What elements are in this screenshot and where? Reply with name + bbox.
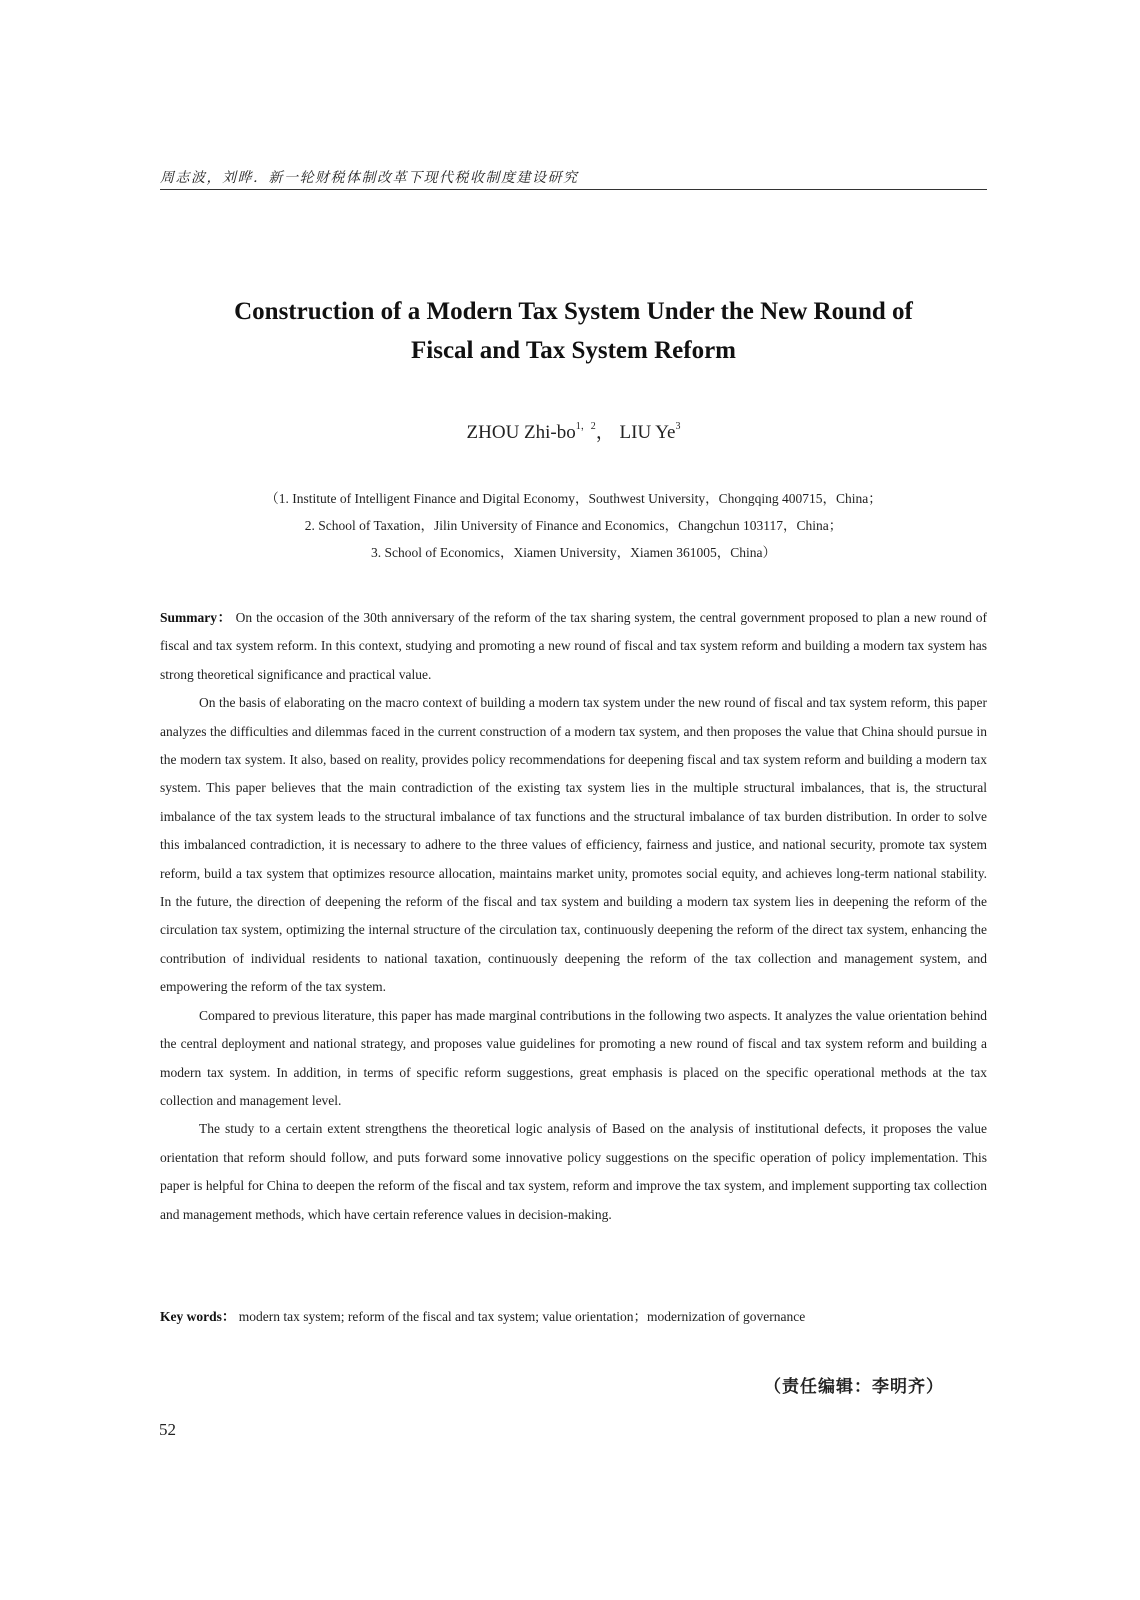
author-separator: ， bbox=[595, 422, 615, 443]
editor-note: （责任编辑：李明齐） bbox=[764, 1377, 944, 1397]
affiliation-line: 2. School of Taxation，Jilin University of Finance and Economics，Changchun 103117，China； bbox=[304, 518, 843, 533]
abstract-paragraph: The study to a certain extent strengthens the theoretical logic analysis of Based on the analysis of institutional defects, it proposes the value orientation that reform should follow, and puts forward some innovative policy suggestions on the specific operation of policy implementation. This paper is helpful for China to deepen the reform of the fiscal and tax system, reform and improve the tax system, and implement supporting tax collection and management methods, which have certain reference values in decision-making. bbox=[160, 1121, 987, 1222]
abstract-paragraph: On the basis of elaborating on the macro context of building a modern tax system under the new round of fiscal and tax system reform, this paper analyzes the difficulties and dilemmas faced in the current construction of a modern tax system, and then proposes the value that China should pursue in the modern tax system. It also, based on reality, provides policy recommendations for deepening fiscal and tax system reform and building a modern tax system. This paper believes that the main contradiction of the existing tax system lies in the multiple structural imbalances, that is, the structural imbalance of the tax system leads to the structural imbalance of tax functions and the structural imbalance of tax burden distribution. In order to solve this imbalanced contradiction, it is necessary to adhere to the three values of efficiency, fairness and justice, and national security, promote tax system reform, build a tax system that optimizes resource allocation, maintains market unity, promotes social equity, and achieves long-term national stability. In the future, the direction of deepening the reform of the fiscal and tax system and building a modern tax system lies in deepening the reform of the circulation tax system, optimizing the internal structure of the circulation tax, continuously deepening the reform of the direct tax system, enhancing the contribution of individual residents to national taxation, continuously deepening the reform of the tax collection and management system, and empowering the reform of the tax system. bbox=[160, 695, 987, 995]
author-name-2: LIU Ye bbox=[619, 422, 676, 443]
abstract-text: On the occasion of the 30th anniversary of the reform of the tax sharing system, the central government proposed to plan a new round of fiscal and tax system reform. In this context, studying and promoting a new round of fiscal and tax system reform and building a modern tax system has strong theoretical significance and practical value. bbox=[160, 610, 988, 682]
summary-label: Summary： bbox=[160, 610, 232, 625]
article-title bbox=[160, 292, 987, 370]
author-affiliation-mark-2: 3 bbox=[675, 421, 681, 432]
running-header: 周志波，刘晔．新一轮财税体制改革下现代税收制度建设研究 bbox=[160, 170, 579, 186]
page-number: 52 bbox=[159, 1420, 176, 1439]
keywords-text: modern tax system; reform of the fiscal and tax system; value orientation；modernization of governance bbox=[238, 1309, 806, 1324]
abstract-paragraph: Compared to previous literature, this paper has made marginal contributions in the following two aspects. It analyzes the value orientation behind the central deployment and national strategy, and proposes value guidelines for promoting a new round of fiscal and tax system reform and building a modern tax system. In addition, in terms of specific reform suggestions, great emphasis is placed on the specific operational methods at the tax collection and management level. bbox=[160, 1007, 987, 1108]
title-line-1: Construction of a Modern Tax System Under the New Round of bbox=[234, 298, 913, 325]
abstract-paragraph bbox=[160, 604, 987, 689]
author-line bbox=[160, 417, 987, 444]
affiliation-line: （1. Institute of Intelligent Finance and Digital Economy，Southwest University，Chongqing 400715，China； bbox=[265, 491, 882, 506]
affiliation-line: 3. School of Economics，Xiamen University，Xiamen 361005，China） bbox=[371, 545, 776, 560]
keywords-label: Key words： bbox=[160, 1309, 236, 1324]
header-divider bbox=[160, 189, 987, 190]
affiliations bbox=[160, 485, 987, 566]
abstract bbox=[160, 604, 987, 1229]
keywords bbox=[160, 1305, 987, 1325]
title-line-2: Fiscal and Tax System Reform bbox=[411, 337, 736, 364]
author-name-1: ZHOU Zhi-bo bbox=[466, 422, 576, 443]
author-affiliation-mark-1: 1，2 bbox=[575, 421, 596, 432]
